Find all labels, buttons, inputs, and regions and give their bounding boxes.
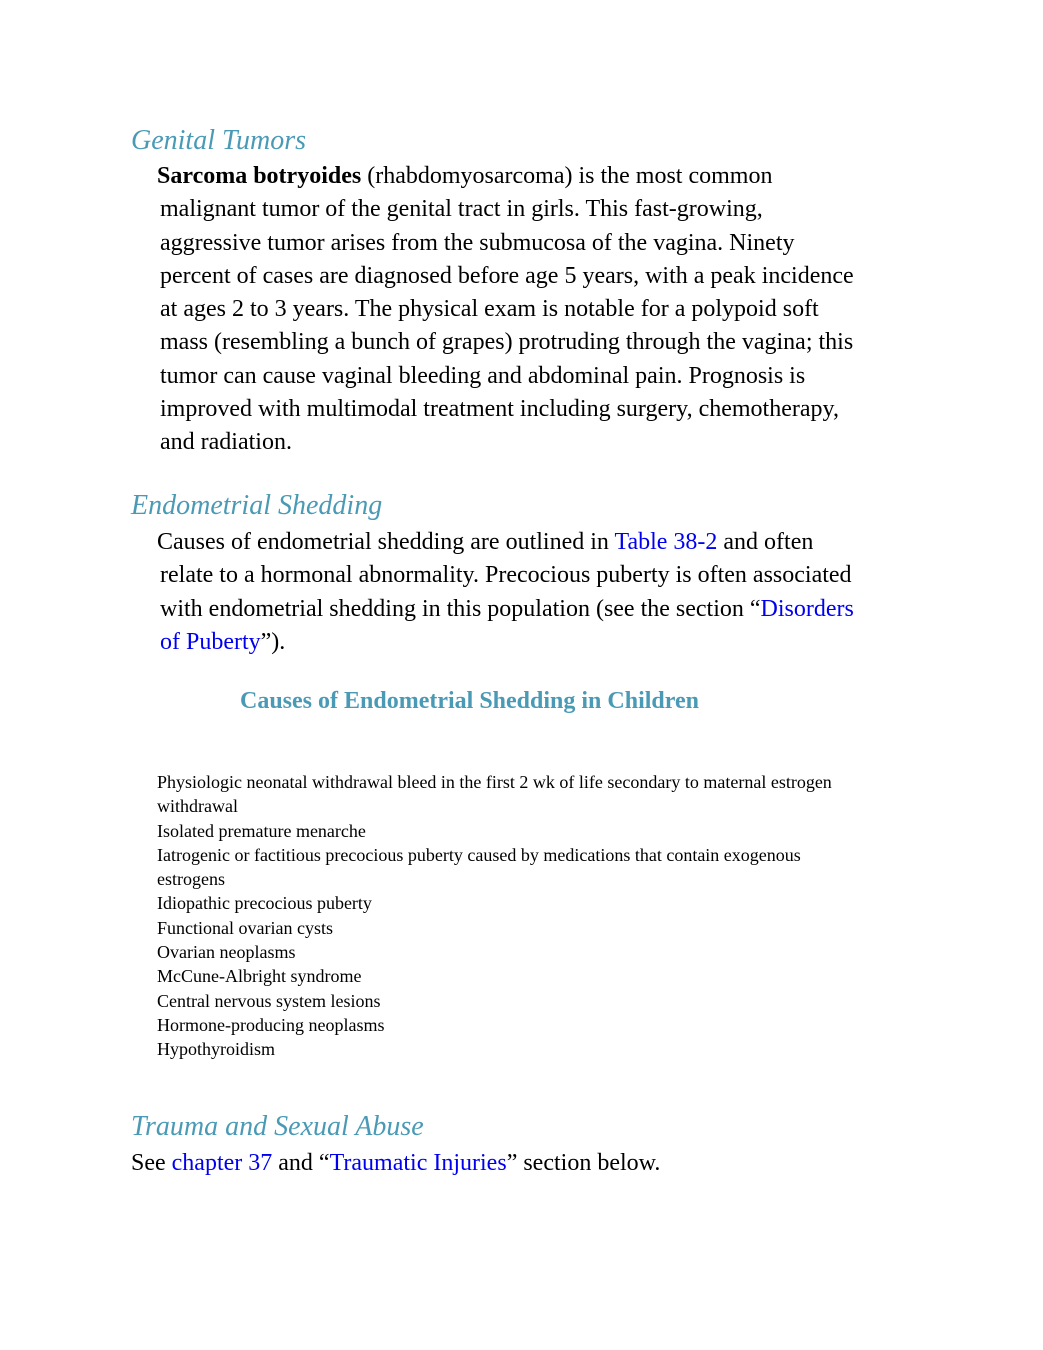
list-item — [157, 964, 897, 988]
paragraph-text: See — [131, 1150, 172, 1176]
paragraph-line — [157, 626, 917, 659]
paragraph-line: mass (resembling a bunch of grapes) protruding through the vagina; this — [160, 329, 854, 356]
list-item — [157, 819, 897, 843]
paragraph-text: ”). — [260, 628, 286, 655]
section-heading-trauma: Trauma and Sexual Abuse — [131, 1111, 424, 1142]
paragraph-line: relate to a hormonal abnormality. Precocious puberty is often associated — [160, 562, 852, 589]
list-item — [157, 989, 897, 1013]
paragraph-text: with endometrial shedding in this population (see the section “ — [160, 595, 761, 622]
genital-tumors-paragraph — [157, 160, 917, 460]
trauma-paragraph — [131, 1147, 660, 1179]
paragraph-text: and often — [717, 529, 814, 555]
paragraph-line: tumor can cause vaginal bleeding and abdominal pain. Prognosis is — [160, 362, 806, 389]
paragraph-line: percent of cases are diagnosed before age 5 years, with a peak incidence — [160, 262, 854, 289]
section-heading-genital-tumors: Genital Tumors — [131, 125, 307, 156]
list-item-text: withdrawal — [157, 796, 238, 817]
disorders-of-puberty-link-continued[interactable]: of Puberty — [160, 628, 261, 655]
chapter-37-link[interactable]: chapter 37 — [171, 1150, 273, 1176]
list-item-text: Isolated premature menarche — [157, 820, 366, 841]
paragraph-text: ” section below. — [506, 1150, 661, 1176]
list-item-text: McCune-Albright syndrome — [157, 966, 362, 987]
endometrial-shedding-paragraph — [157, 526, 917, 659]
paragraph-line — [157, 593, 917, 626]
list-item-text: Central nervous system lesions — [157, 990, 381, 1011]
table-38-2-link[interactable]: Table 38-2 — [614, 529, 718, 555]
term-sarcoma-botryoides: Sarcoma botryoides — [157, 163, 362, 189]
paragraph-line: and radiation. — [160, 429, 292, 456]
paragraph-line: aggressive tumor arises from the submucosa of the vagina. Ninety — [160, 229, 795, 256]
traumatic-injuries-link[interactable]: Traumatic Injuries — [329, 1150, 507, 1176]
table-title: Causes of Endometrial Shedding in Children — [240, 688, 699, 714]
section-heading-endometrial-shedding: Endometrial Shedding — [131, 490, 383, 521]
list-item-text: Physiologic neonatal withdrawal bleed in the first 2 wk of life secondary to maternal estrogen — [157, 772, 832, 792]
disorders-of-puberty-link[interactable]: Disorders — [760, 595, 854, 622]
list-item — [157, 891, 897, 915]
list-item — [157, 1037, 897, 1061]
list-item-text: Hormone-producing neoplasms — [157, 1014, 385, 1035]
paragraph-line: at ages 2 to 3 years. The physical exam is notable for a polypoid soft — [160, 296, 819, 323]
paragraph-text: (rhabdomyosarcoma) is the most common — [361, 163, 773, 189]
paragraph-text: and “ — [272, 1150, 330, 1176]
list-item-text: Iatrogenic or factitious precocious puberty caused by medications that contain exogenous — [157, 844, 801, 865]
list-item — [157, 916, 897, 940]
paragraph-text: Causes of endometrial shedding are outlined in — [157, 529, 615, 555]
list-item-text: Hypothyroidism — [157, 1039, 276, 1060]
list-item-text: estrogens — [157, 869, 225, 890]
list-item — [157, 1013, 897, 1037]
list-item — [157, 843, 897, 892]
list-item-text: Idiopathic precocious puberty — [157, 893, 372, 914]
paragraph-line — [157, 526, 917, 559]
paragraph-line: malignant tumor of the genital tract in girls. This fast-growing, — [160, 196, 763, 223]
causes-list — [157, 770, 897, 1062]
list-item-text: Functional ovarian cysts — [157, 917, 333, 938]
list-item-text: Ovarian neoplasms — [157, 942, 296, 963]
list-item — [157, 770, 897, 819]
list-item — [157, 940, 897, 964]
paragraph-line: improved with multimodal treatment including surgery, chemotherapy, — [160, 396, 839, 423]
paragraph-line — [157, 160, 917, 193]
